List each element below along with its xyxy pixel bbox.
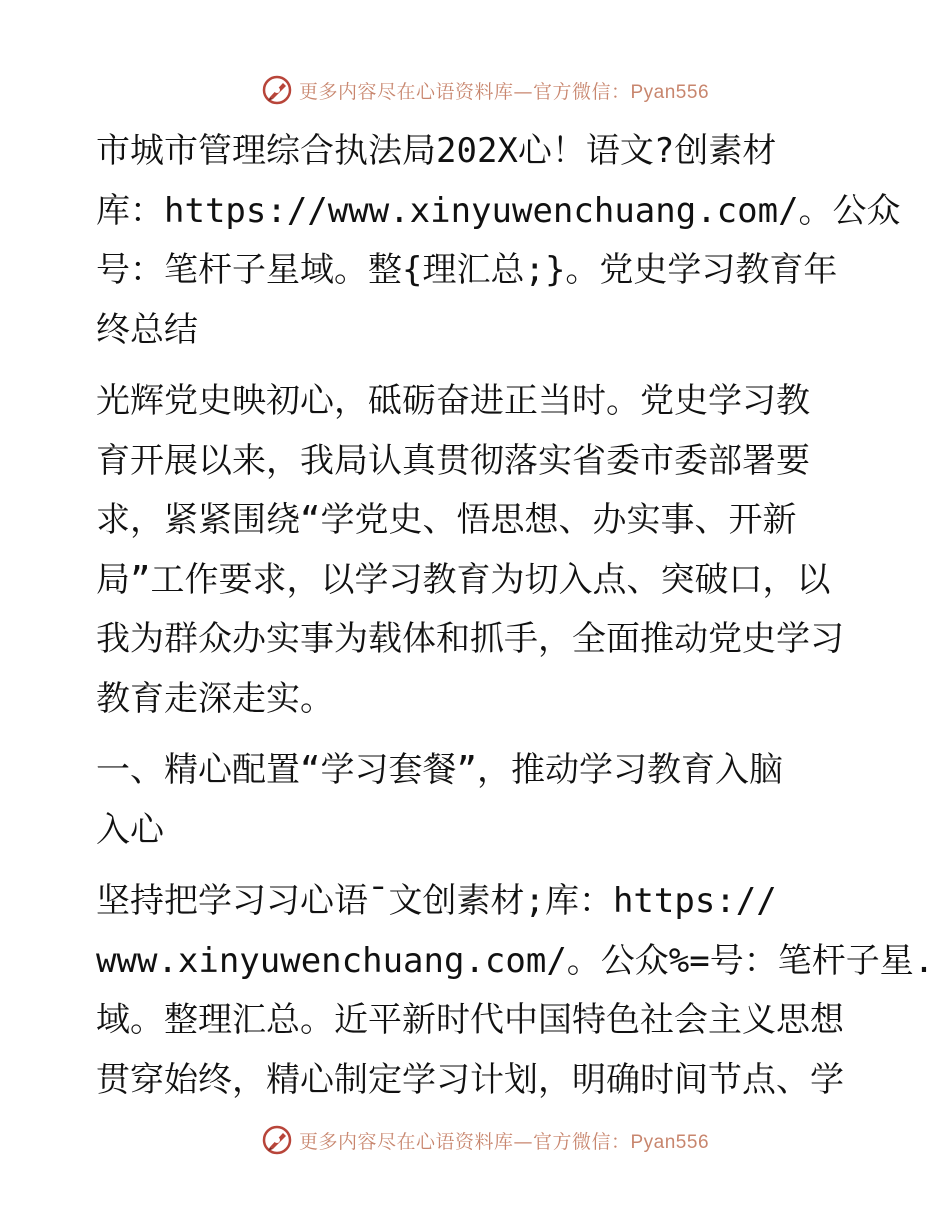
text-line: 局”工作要求，以学习教育为切入点、突破口，以 [96,559,831,600]
text-line: 贯穿始终，精心制定学习计划，明确时间节点、学 [96,1059,844,1100]
header-banner-inner [261,74,709,106]
pen-logo-icon [261,74,293,106]
header-wechat-id: Pyan556 [630,81,710,103]
footer-wechat-id: Pyan556 [630,1131,710,1153]
section-heading-1 [96,741,856,860]
text-line: 教育走深走实。 [96,678,334,719]
pen-logo-icon [261,1124,293,1156]
document-body [96,122,935,1122]
header-banner-label: 更多内容尽在心语资料库—官方微信： [298,80,631,103]
paragraph-title [96,122,901,360]
footer-banner-inner [261,1124,709,1156]
text-line: 域。整理汇总。近平新时代中国特色社会主义思想 [96,1000,844,1040]
footer-banner-text [299,1127,709,1154]
text-line: 光辉党史映初心，砥砺奋进正当时。党史学习教 [96,381,810,421]
text-line: 入心 [96,809,164,850]
paragraph-intro [96,372,856,729]
header-banner-text [299,77,709,104]
footer-banner-label: 更多内容尽在心语资料库—官方微信： [298,1130,631,1153]
text-line: 一、精心配置“学习套餐”，推动学习教育入脑 [96,750,783,790]
text-line: www.xinyuwenchuang.com/。公众%=号：笔杆子星. [96,940,935,981]
text-line: 市城市管理综合执法局202X心！语文?创素材 [96,131,777,171]
text-line: 号：笔杆子星域。整{理汇总;}。党史学习教育年 [96,250,838,290]
paragraph-section-1 [96,872,935,1110]
text-line: 终总结 [96,309,198,350]
text-line: 库：https://www.xinyuwenchuang.com/。公众 [96,190,901,231]
header-banner [0,70,950,110]
text-line: 坚持把学习习心语¯文创素材;库：https:// [96,881,777,921]
footer-banner [0,1120,950,1160]
text-line: 我为群众办实事为载体和抓手，全面推动党史学习 [96,619,844,659]
text-line: 育开展以来，我局认真贯彻落实省委市委部署要 [96,440,810,481]
text-line: 求，紧紧围绕“学党史、悟思想、办实事、开新 [96,500,797,540]
